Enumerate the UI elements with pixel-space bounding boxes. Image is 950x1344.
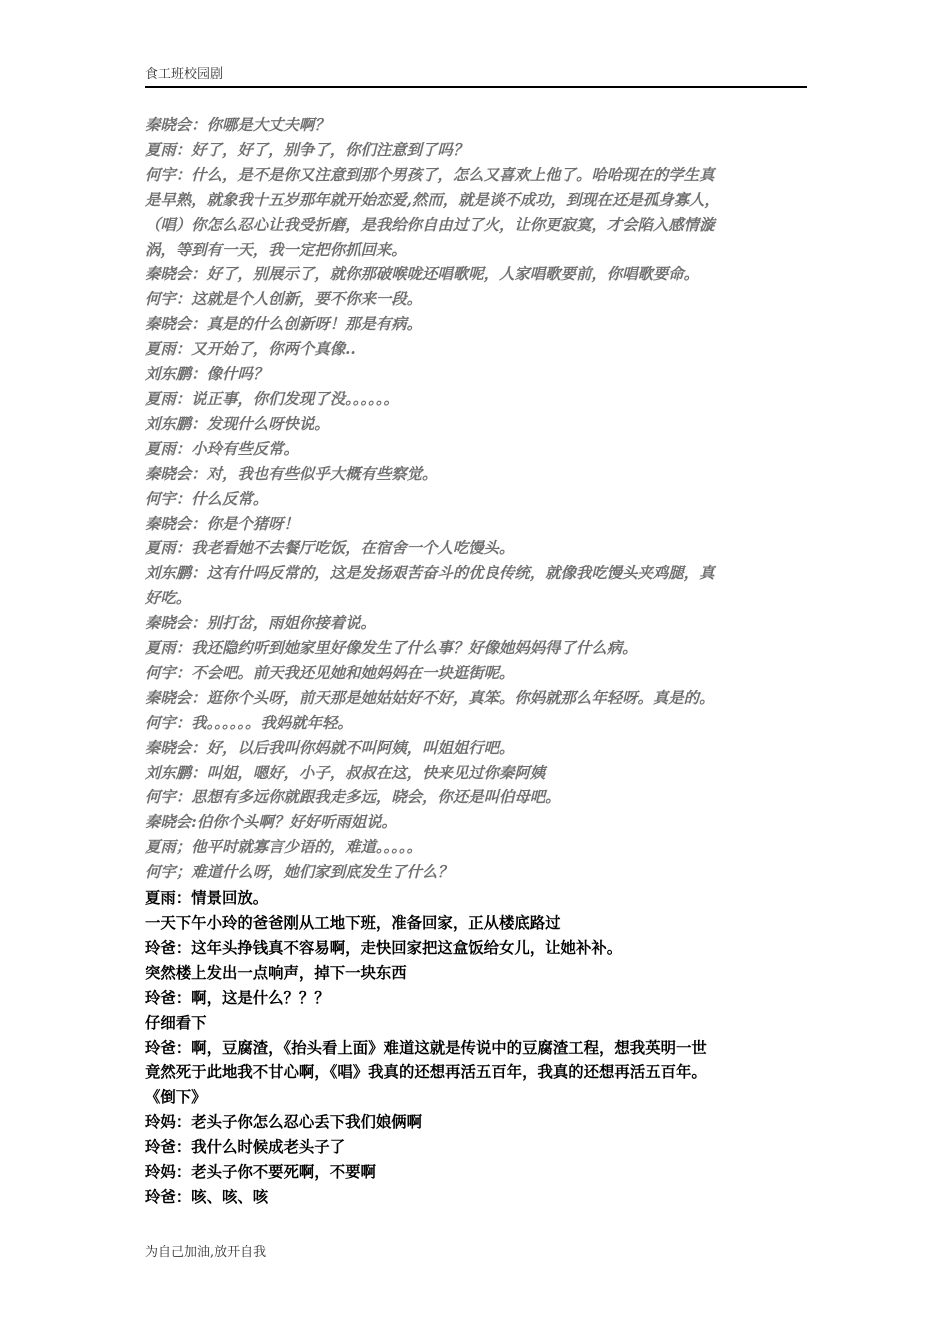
dialogue-line: 何宇：不会吧。前天我还见她和她妈妈在一块逛街呢。 [145,663,515,682]
dialogue-line: 夏雨：小玲有些反常。 [145,439,299,458]
scene-line: 玲爸：这年头挣钱真不容易啊，走快回家把这盒饭给女儿，让她补补。 [145,938,623,957]
page-header [145,66,807,88]
header-title: 食工班校园剧 [145,67,224,82]
page-footer [145,1244,266,1262]
scene-line: 玲爸：啊，这是什么？？？ [145,988,330,1007]
dialogue-line: 秦晓会:伯你个头啊？好好听雨姐说。 [145,813,397,832]
scene-line: 竟然死于此地我不甘心啊，《唱》我真的还想再活五百年，我真的还想再活五百年。 [145,1063,707,1082]
scene-line: 玲爸：啊，豆腐渣，《抬头看上面》难道这就是传说中的豆腐渣工程，想我英明一世 [145,1038,707,1057]
dialogue-line: 何宇：什么反常。 [145,489,269,508]
dialogue-line: 何宇：什么，是不是你又注意到那个男孩了，怎么又喜欢上他了。哈哈现在的学生真 [145,165,715,184]
dialogue-line: 夏雨：又开始了，你两个真像.. [145,340,356,359]
scene-line: 夏雨：情景回放。 [145,889,269,908]
dialogue-line: 是早熟，就象我十五岁那年就开始恋爱,然而，就是谈不成功，到现在还是孤身寡人， [145,190,720,209]
dialogue-line: 秦晓会：逛你个头呀，前天那是她姑姑好不好，真笨。你妈就那么年轻呀。真是的。 [145,688,715,707]
dialogue-line: 好吃。 [145,589,192,608]
dialogue-line: 何宇：思想有多远你就跟我走多远，晓会，你还是叫伯母吧。 [145,788,561,807]
dialogue-line: 秦晓会：别打岔，雨姐你接着说。 [145,614,376,633]
dialogue-line: 夏雨：我还隐约听到她家里好像发生了什么事？好像她妈妈得了什么病。 [145,639,638,658]
scene-line: 一天下午小玲的爸爸刚从工地下班，准备回家，正从楼底路过 [145,914,561,932]
dialogue-line: 夏雨；他平时就寡言少语的，难道。。。。。 [145,838,423,857]
scene-line: 《倒下》 [145,1088,207,1107]
dialogue-line: 秦晓会：好了，别展示了，就你那破喉咙还唱歌呢，人家唱歌要前，你唱歌要命。 [145,265,700,284]
dialogue-line: 秦晓会：你哪是大丈夫啊？ [145,116,330,134]
dialogue-line: 刘东鹏：叫姐，嗯好，小子，叔叔在这，快来见过你秦阿姨 [145,763,546,782]
dialogue-line: 何宇；难道什么呀，她们家到底发生了什么？ [145,863,453,882]
scene-line: 玲爸：我什么时候成老头子了 [145,1138,346,1157]
scene-line: 玲妈：老头子你不要死啊，不要啊 [145,1163,376,1182]
dialogue-line: 夏雨：好了，好了，别争了，你们注意到了吗？ [145,140,469,159]
dialogue-line: 秦晓会：好，以后我叫你妈就不叫阿姨，叫姐姐行吧。 [145,738,515,757]
dialogue-line: 何宇：我。。。。。。我妈就年轻。 [145,713,353,732]
dialogue-line: 秦晓会：对，我也有些似乎大概有些察觉。 [145,464,438,483]
dialogue-line: 涡，等到有一天，我一定把你抓回来。 [145,240,407,259]
dialogue-line: 刘东鹏：像什吗？ [145,365,269,384]
scene-line: 仔细看下 [145,1013,207,1032]
dialogue-line: 夏雨：说正事，你们发现了没。。。。。。 [145,389,399,408]
dialogue-line: 刘东鹏：这有什吗反常的，这是发扬艰苦奋斗的优良传统，就像我吃馒头夹鸡腿，真 [145,564,715,583]
dialogue-line: （唱）你怎么忍心让我受折磨，是我给你自由过了火，让你更寂寞，才会陷入感情漩 [145,215,715,234]
footer-text: 为自己加油,放开自我 [145,1245,267,1260]
dialogue-line: 刘东鹏：发现什么呀快说。 [145,414,330,433]
dialogue-line: 秦晓会：你是个猪呀！ [145,514,299,533]
scene-line: 玲爸：咳、咳、咳 [145,1187,269,1206]
dialogue-line: 夏雨：我老看她不去餐厅吃饭，在宿舍一个人吃馒头。 [145,539,515,558]
scene-line: 玲妈：老头子你怎么忍心丢下我们娘俩啊 [145,1113,423,1132]
dialogue-line: 秦晓会：真是的什么创新呀！那是有病。 [145,315,423,334]
script-body [145,113,807,1210]
dialogue-line: 何宇：这就是个人创新，要不你来一段。 [145,290,423,309]
scene-line: 突然楼上发出一点响声，掉下一块东西 [145,963,407,982]
